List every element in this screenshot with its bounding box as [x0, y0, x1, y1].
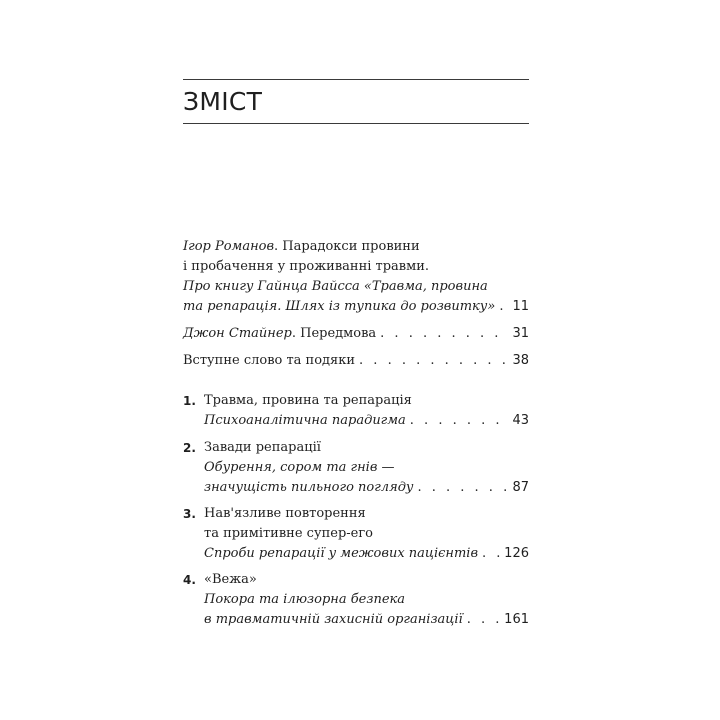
toc-chapter-1	[183, 391, 529, 431]
toc-line	[204, 590, 529, 610]
leader-dots	[410, 411, 509, 431]
toc-line	[204, 504, 529, 524]
chapter-number: 2.	[183, 441, 196, 455]
toc-line	[183, 257, 529, 277]
toc-title: . Парадокси провини	[274, 239, 420, 254]
toc-chapter-2	[183, 438, 529, 498]
toc-line	[183, 351, 529, 371]
toc-entry-romanov	[183, 237, 529, 317]
toc-line	[204, 458, 529, 478]
chapter-subtitle: значущість пильного погляду	[204, 480, 414, 495]
chapter-subtitle: Обурення, сором та гнів —	[204, 460, 395, 475]
toc-title: Вступне слово та подяки	[183, 353, 356, 368]
page-number: 31	[512, 326, 529, 341]
page-title: ЗМІСТ	[183, 87, 263, 116]
page-number: 161	[504, 612, 529, 627]
toc-entry-steiner	[183, 324, 529, 344]
chapter-subtitle: Покора та ілюзорна безпека	[204, 592, 406, 607]
page-number: 11	[512, 299, 529, 314]
leader-dots	[417, 478, 508, 498]
leader-dots	[380, 324, 508, 344]
toc-line	[183, 297, 529, 317]
toc-line	[204, 524, 529, 544]
toc-entry-intro	[183, 351, 529, 371]
heading-rule-bottom	[183, 123, 529, 124]
chapter-subtitle: в травматичній захисній організації	[204, 612, 463, 627]
leader-dots	[359, 351, 508, 371]
page-number: 87	[512, 480, 529, 495]
toc-author: Джон Стайнер	[183, 326, 292, 341]
chapter-title: та примітивне супер-его	[204, 526, 373, 541]
chapter-number: 1.	[183, 394, 196, 408]
heading-rule-top	[183, 79, 529, 80]
chapter-subtitle: Психоаналітична парадигма	[204, 413, 406, 428]
leader-dots	[467, 610, 500, 630]
page-number: 38	[512, 353, 529, 368]
toc-chapter-4	[183, 570, 529, 630]
toc-title: і пробачення у проживанні травми.	[183, 259, 430, 274]
toc-author: Ігор Романов	[183, 239, 275, 254]
chapter-subtitle: Спроби репарації у межових пацієнтів	[204, 546, 479, 561]
chapter-number: 4.	[183, 573, 196, 587]
toc-line	[183, 324, 529, 344]
toc-line	[204, 544, 529, 564]
chapter-title: «Вежа»	[204, 572, 257, 587]
toc-line	[204, 610, 529, 630]
chapter-title: Нав'язливе повторення	[204, 506, 366, 521]
toc-chapter-3	[183, 504, 529, 564]
toc-line	[183, 277, 529, 297]
toc-line	[204, 478, 529, 498]
toc-line	[183, 237, 529, 257]
chapter-title: Травма, провина та репарація	[204, 393, 412, 408]
page-number: 43	[512, 413, 529, 428]
toc-line	[204, 438, 529, 458]
chapter-title: Завади репарації	[204, 440, 321, 455]
toc-line	[204, 411, 529, 431]
toc-line	[204, 391, 529, 411]
leader-dots	[482, 544, 500, 564]
page-number: 126	[504, 546, 529, 561]
toc-subtitle: та репарація. Шлях із тупика до розвитку»	[183, 299, 496, 314]
toc-line	[204, 570, 529, 590]
toc-title: . Передмова	[291, 326, 377, 341]
toc-subtitle: Про книгу Гайнца Вайсса «Травма, провина	[183, 279, 488, 294]
leader-dots	[499, 297, 508, 317]
chapter-number: 3.	[183, 507, 196, 521]
